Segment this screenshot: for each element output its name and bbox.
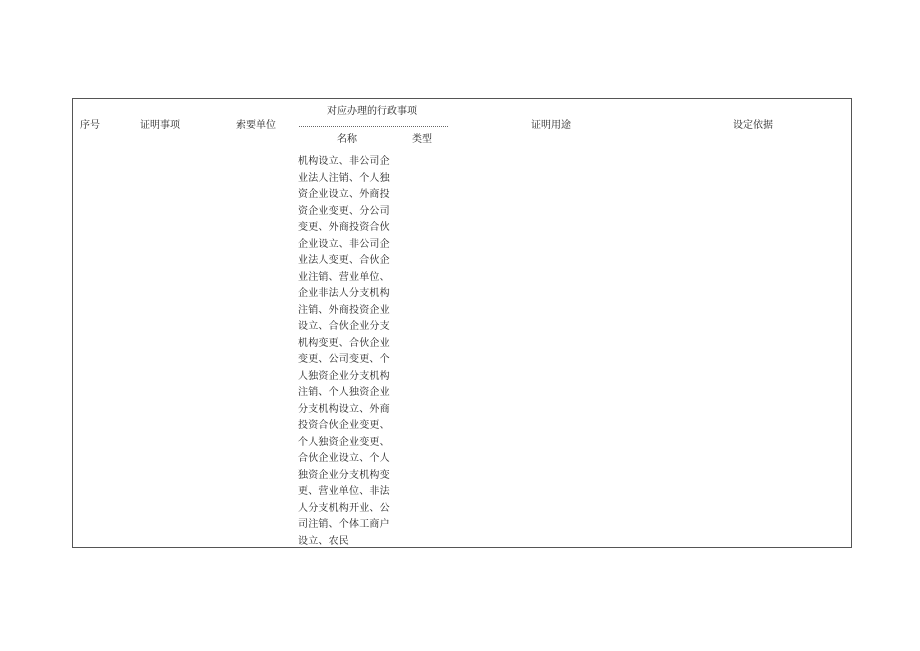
name-line: 人分支机构开业、公 xyxy=(298,502,390,514)
name-line: 个人独资企业变更、 xyxy=(298,436,390,448)
name-line: 司注销、个体工商户 xyxy=(298,519,390,530)
header-proof-item: 证明事项 xyxy=(140,120,180,131)
name-line: 人独资企业分支机构 xyxy=(298,370,390,382)
header-seq: 序号 xyxy=(80,120,100,131)
header-requesting-unit: 索要单位 xyxy=(236,120,276,131)
name-line: 分支机构设立、外商 xyxy=(298,403,390,415)
name-line: 设立、合伙企业分支 xyxy=(298,321,390,332)
name-line: 机构设立、非公司企 xyxy=(298,156,390,167)
header-name: 名称 xyxy=(337,134,357,145)
header-proof-usage: 证明用途 xyxy=(531,120,571,131)
header-legal-basis: 设定依据 xyxy=(733,120,773,131)
name-line: 注销、个人独资企业 xyxy=(298,387,390,398)
header-type: 类型 xyxy=(412,134,432,145)
name-line: 独资企业分支机构变 xyxy=(298,469,390,481)
name-line: 业法人注销、个人独 xyxy=(298,172,390,184)
name-line: 企业设立、非公司企 xyxy=(298,238,390,250)
table-row-name-cell xyxy=(298,154,402,550)
name-line: 合伙企业设立、个人 xyxy=(298,453,390,464)
name-line: 设立、农民 xyxy=(298,535,349,547)
table-frame xyxy=(72,98,852,548)
name-line: 资企业设立、外商投 xyxy=(298,189,390,200)
header-admin-matters-group: 对应办理的行政事项 xyxy=(327,106,417,117)
name-line: 企业非法人分支机构 xyxy=(298,288,390,299)
header-group-divider xyxy=(299,126,448,127)
name-line: 机构变更、合伙企业 xyxy=(298,337,390,349)
name-line: 变更、外商投资合伙 xyxy=(298,222,390,233)
name-line: 投资合伙企业变更、 xyxy=(298,420,390,431)
name-line: 业法人变更、合伙企 xyxy=(298,255,390,266)
name-line: 业注销、营业单位、 xyxy=(298,271,390,283)
name-line: 变更、公司变更、个 xyxy=(298,354,390,365)
name-line: 更、营业单位、非法 xyxy=(298,486,390,497)
name-line: 注销、外商投资企业 xyxy=(298,304,390,316)
name-line: 资企业变更、分公司 xyxy=(298,205,390,217)
